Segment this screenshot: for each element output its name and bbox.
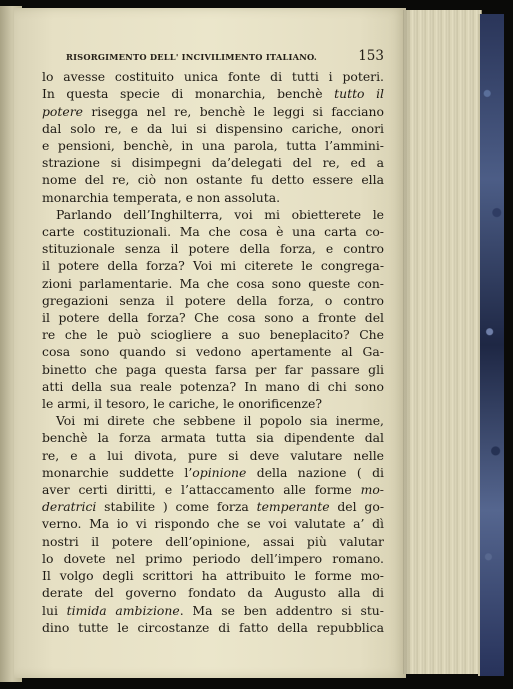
text-line [42, 309, 384, 326]
text-line [42, 171, 384, 188]
text-line [42, 189, 384, 206]
text-run: stituzionale senza il potere della forza, e contro [42, 241, 384, 257]
text-line [42, 481, 384, 498]
text-line [42, 240, 384, 257]
text-run: aver certi diritti, e l’attaccamento alle forme [42, 482, 361, 498]
text-line [42, 515, 384, 532]
text-run: il potere della forza? Che cosa sono a fronte del [42, 310, 384, 326]
text-line [42, 326, 384, 343]
text-line [42, 447, 384, 464]
text-line [42, 137, 384, 154]
italic-text: temperante [256, 499, 330, 515]
page-text [42, 50, 384, 636]
text-run: re che le può sciogliere a suo beneplacito? Che [42, 327, 384, 343]
text-run: zioni parlamentarie. Ma che cosa sono queste con- [42, 275, 384, 291]
text-line [42, 395, 384, 412]
text-line [42, 619, 384, 636]
text-run: strazione si disimpegni da’delegati del re, ed a [42, 155, 384, 171]
text-line [42, 498, 384, 515]
text-line [42, 378, 384, 395]
text-run: lo avesse costituito unica fonte di tutti i poteri. [42, 69, 384, 85]
text-line [42, 85, 384, 102]
text-run: stabilite ) come forza [96, 499, 257, 515]
text-line [42, 103, 384, 120]
text-run: carte costituzionali. Ma che cosa è una carta co- [42, 224, 384, 240]
text-run: della nazione ( di [246, 464, 384, 480]
text-run: le armi, il tesoro, le cariche, le onorificenze? [42, 396, 323, 412]
text-line [42, 361, 384, 378]
text-run: monarchie suddette l’ [42, 464, 193, 480]
italic-text: timida ambizione [66, 602, 180, 618]
text-run: Il volgo degli scrittori ha attribuito le forme mo- [42, 568, 384, 584]
italic-text: potere [42, 103, 83, 119]
text-run: re, e a lui divota, pure si deve valutare nelle [42, 447, 384, 463]
text-line [42, 343, 384, 360]
text-line [42, 223, 384, 240]
text-line [42, 154, 384, 171]
italic-text: opinione [192, 464, 247, 480]
text-line [42, 550, 384, 567]
text-run: lo dovete nel primo periodo dell’impero romano. [42, 550, 384, 566]
page-stack-edge [403, 10, 482, 674]
text-run: lui [42, 602, 67, 618]
text-run: nostri il potere dell’opinione, assai più valutar [42, 533, 384, 549]
text-line [42, 120, 384, 137]
text-run: benchè la forza armata tutta sia dipendente dal [42, 430, 384, 446]
marbled-cover [478, 14, 504, 676]
text-line [42, 257, 384, 274]
text-run: e pensioni, benchè, in una parola, tutta l’ammini- [42, 138, 384, 154]
text-run: dino tutte le circostanze di fatto della repubblica [42, 619, 384, 635]
text-run: In questa specie di monarchia, benchè [42, 86, 335, 102]
text-run: derate del governo fondato da Augusto alla di [42, 585, 384, 601]
text-line [42, 68, 384, 85]
italic-text: tutto il [334, 86, 384, 102]
text-run: Parlando dell’Inghilterra, voi mi obietterete le [56, 206, 384, 222]
page-header [42, 48, 384, 66]
text-run: gregazioni senza il potere della forza, o contro [42, 292, 384, 308]
running-title: RISORGIMENTO DELL' INCIVILIMENTO ITALIANO. [66, 52, 318, 62]
text-run: monarchia temperata, e non assoluta. [42, 189, 281, 205]
text-line [42, 464, 384, 481]
text-line [42, 292, 384, 309]
text-line [42, 412, 384, 429]
text-line [42, 429, 384, 446]
text-line [42, 602, 384, 619]
gutter-shadow [403, 10, 411, 674]
text-run: risegga nel re, benchè le leggi si facciano [82, 103, 384, 119]
text-run: . Ma se ben addentro si stu- [179, 602, 384, 618]
text-run: cosa sono quando si vedono apertamente al Ga- [42, 344, 384, 360]
text-line [42, 275, 384, 292]
italic-text: mo- [360, 482, 384, 498]
text-run: binetto che paga questa farsa per far passare gli [42, 361, 384, 377]
body-text [42, 68, 384, 636]
text-run: dal solo re, e da lui si dispensino cariche, onori [42, 120, 384, 136]
text-run: del go- [329, 499, 385, 515]
text-run: atti della sua reale potenza? In mano di chi sono [42, 378, 384, 394]
page-number: 153 [358, 48, 384, 64]
text-run: Voi mi direte che sebbene il popolo sia inerme, [56, 413, 384, 429]
text-run: verno. Ma io vi rispondo che se voi valutate a’ dì [42, 516, 384, 532]
text-run: il potere della forza? Voi mi citerete le congrega- [42, 258, 384, 274]
text-run: nome del re, ciò non ostante fu detto essere ella [42, 172, 384, 188]
text-line [42, 206, 384, 223]
text-line [42, 533, 384, 550]
text-line [42, 567, 384, 584]
italic-text: deratrici [42, 499, 97, 515]
text-line [42, 584, 384, 601]
